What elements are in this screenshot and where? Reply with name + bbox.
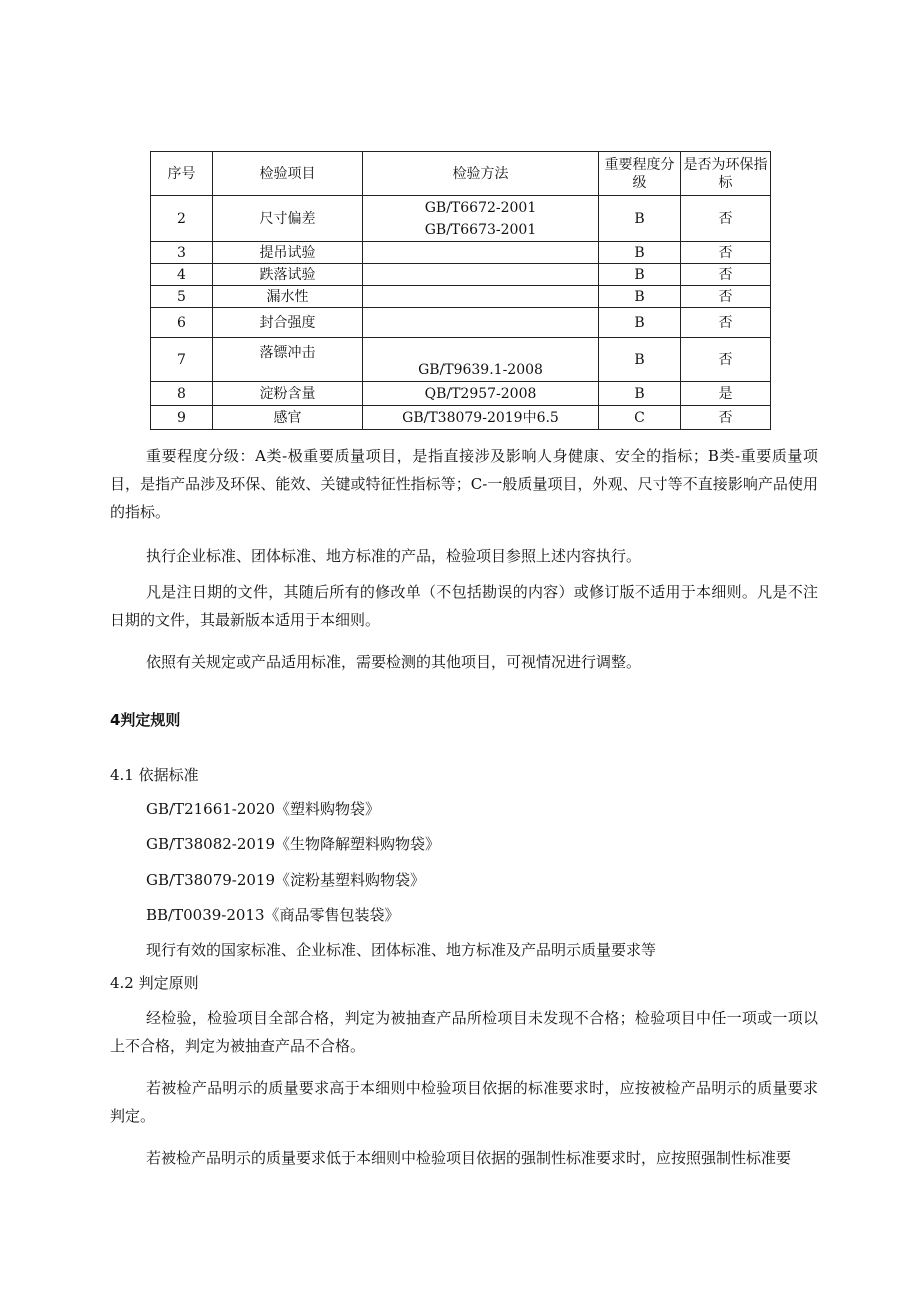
row-method: QB/T2957-2008 (363, 382, 599, 406)
table-row (151, 196, 771, 242)
row-method (363, 308, 599, 338)
row-no: 9 (151, 406, 213, 430)
row-method (363, 242, 599, 264)
table-row (151, 308, 771, 338)
row-eco: 否 (681, 264, 771, 286)
row-eco: 是 (681, 382, 771, 406)
row-no: 3 (151, 242, 213, 264)
section-4-2-heading: 4.2 判定原则 (110, 974, 199, 992)
row-eco: 否 (681, 196, 771, 242)
row-item: 封合强度 (213, 308, 363, 338)
row-grade: B (599, 308, 681, 338)
table-row (151, 338, 771, 382)
row-eco: 否 (681, 242, 771, 264)
row-item: 跌落试验 (213, 264, 363, 286)
table-row (151, 242, 771, 264)
inspection-items-table (150, 151, 771, 430)
header-method: 检验方法 (363, 152, 599, 196)
principle-paragraph: 若被检产品明示的质量要求低于本细则中检验项目依据的强制性标准要求时，应按照强制性标准要 (146, 1149, 792, 1167)
table-row (151, 406, 771, 430)
row-grade: B (599, 196, 681, 242)
row-item: 尺寸偏差 (213, 196, 363, 242)
enterprise-standard-note: 执行企业标准、团体标准、地方标准的产品，检验项目参照上述内容执行。 (146, 547, 642, 565)
section-4-1-heading: 4.1 依据标准 (110, 766, 199, 784)
grade-definition-note: 重要程度分级：A类-极重要质量项目，是指直接涉及影响人身健康、安全的指标；B类-重要质量项目，是指产品涉及环保、能效、关键或特征性指标等；C-一般质量项目，外观、尺寸等不直接影响产品使用的指标。 (110, 447, 818, 521)
row-method-line: GB/T6673-2001 (424, 221, 537, 238)
row-no: 5 (151, 286, 213, 308)
table-header-row (151, 152, 771, 196)
row-grade: B (599, 264, 681, 286)
row-eco: 否 (681, 286, 771, 308)
row-grade: B (599, 338, 681, 382)
row-item: 落镖冲击 (213, 338, 363, 382)
header-no: 序号 (151, 152, 213, 196)
principle-paragraph: 若被检产品明示的质量要求高于本细则中检验项目依据的标准要求时，应按被检产品明示的质量要求判定。 (110, 1079, 818, 1125)
row-method-line: GB/T6672-2001 (424, 199, 537, 216)
row-no: 8 (151, 382, 213, 406)
row-grade: C (599, 406, 681, 430)
header-grade: 重要程度分级 (599, 152, 681, 196)
row-method: GB/T9639.1-2008 (363, 338, 599, 382)
row-eco: 否 (681, 406, 771, 430)
standard-list-item: GB/T38082-2019《生物降解塑料购物袋》 (146, 835, 441, 853)
row-method (363, 196, 599, 242)
standard-list-item: BB/T0039-2013《商品零售包装袋》 (146, 906, 400, 924)
row-eco: 否 (681, 308, 771, 338)
table-row (151, 286, 771, 308)
row-method (363, 264, 599, 286)
header-eco: 是否为环保指标 (681, 152, 771, 196)
row-no: 6 (151, 308, 213, 338)
section-4-heading: 4判定规则 (110, 711, 181, 729)
adjustment-note: 依照有关规定或产品适用标准，需要检测的其他项目，可视情况进行调整。 (146, 653, 642, 671)
row-grade: B (599, 242, 681, 264)
dated-documents-note: 凡是注日期的文件，其随后所有的修改单（不包括勘误的内容）或修订版不适用于本细则。凡是不注日期的文件，其最新版本适用于本细则。 (110, 583, 818, 629)
standard-list-item: GB/T38079-2019《淀粉基塑料购物袋》 (146, 871, 426, 889)
row-item: 淀粉含量 (213, 382, 363, 406)
row-no: 4 (151, 264, 213, 286)
row-item: 感官 (213, 406, 363, 430)
row-grade: B (599, 382, 681, 406)
standard-list-item: 现行有效的国家标准、企业标准、团体标准、地方标准及产品明示质量要求等 (146, 941, 657, 959)
table-row (151, 264, 771, 286)
row-method (363, 286, 599, 308)
row-item: 漏水性 (213, 286, 363, 308)
header-item: 检验项目 (213, 152, 363, 196)
table-row (151, 382, 771, 406)
row-no: 7 (151, 338, 213, 382)
row-item: 提吊试验 (213, 242, 363, 264)
row-no: 2 (151, 196, 213, 242)
row-eco: 否 (681, 338, 771, 382)
row-grade: B (599, 286, 681, 308)
row-method: GB/T38079-2019中6.5 (363, 406, 599, 430)
principle-paragraph: 经检验，检验项目全部合格，判定为被抽查产品所检项目未发现不合格；检验项目中任一项或一项以上不合格，判定为被抽查产品不合格。 (110, 1009, 818, 1055)
standard-list-item: GB/T21661-2020《塑料购物袋》 (146, 800, 381, 818)
